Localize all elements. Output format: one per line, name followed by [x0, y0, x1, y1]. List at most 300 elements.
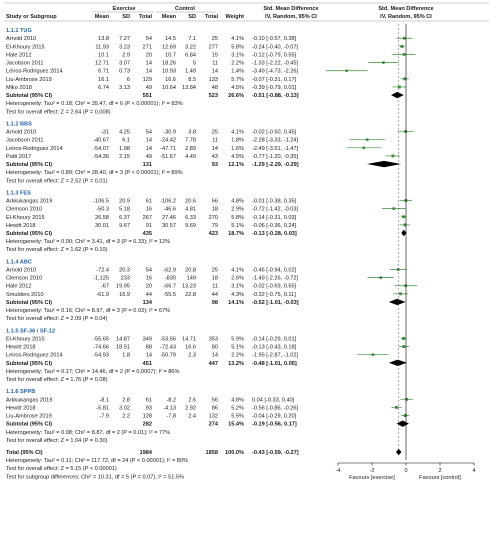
study-point-square: [395, 406, 398, 409]
study-weight: 5.8%: [231, 214, 244, 221]
subtotal-label: Subtotal (95% CI): [6, 299, 52, 306]
study-control-mean: -55.5: [163, 291, 176, 298]
study-weight: 5.7%: [231, 76, 244, 83]
subgroup-heterogeneity: Heterogeneity: Tau² = 0.00; Chi² = 3.41, df = 3 (P = 0.33); I² = 12%: [6, 239, 171, 246]
study-ci: -0.14 [-0.31, 0.03]: [252, 214, 297, 221]
study-point-square: [397, 268, 400, 271]
header-control: Control: [175, 6, 195, 12]
study-point-square: [403, 53, 406, 56]
subtotal-control-total: 447: [208, 360, 218, 367]
total-weight: 100.0%: [225, 450, 244, 456]
header-study: Study or Subgroup: [6, 14, 57, 20]
study-ci: -0.12 [-0.79, 0.55]: [252, 52, 297, 59]
study-point-square: [402, 337, 405, 340]
study-exercise-total: 14: [145, 68, 152, 75]
study-exercise-sd: 2.15: [119, 153, 130, 160]
study-control-sd: 13.84: [182, 84, 196, 91]
study-ci: -0.04 [-0.29, 0.20]: [252, 413, 297, 420]
subtotal-control-total: 423: [208, 231, 218, 237]
study-control-sd: 16.6: [185, 344, 196, 351]
study-control-total: 11: [212, 283, 218, 290]
study-exercise-total: 61: [145, 198, 152, 205]
study-exercise-total: 16: [145, 275, 152, 282]
subtotal-weight: 12.1%: [228, 162, 244, 169]
header-e-total: Total: [139, 14, 152, 20]
study-control-mean: 18.26: [162, 60, 176, 67]
study-control-mean: -106.2: [160, 198, 176, 205]
study-exercise-total: 49: [145, 84, 152, 91]
study-exercise-sd: 4.25: [119, 129, 130, 136]
study-control-mean: -51.67: [160, 153, 176, 160]
subtotal-ci: -0.52 [-1.01, -0.03]: [252, 299, 299, 306]
study-ci: -0.77 [-1.20, -0.35]: [252, 153, 299, 160]
study-ci: -0.46 [-0.94, 0.02]: [252, 267, 297, 274]
study-weight: 2.2%: [231, 60, 244, 67]
subtotal-weight: 26.6%: [228, 93, 244, 100]
study-weight: 4.1%: [231, 36, 244, 43]
study-name: Liu-Ambrose 2019: [6, 76, 52, 83]
study-weight: 5.9%: [231, 336, 244, 343]
study-weight: 4.3%: [231, 291, 244, 298]
study-control-total: 11: [212, 137, 218, 144]
study-exercise-mean: 26.58: [95, 214, 109, 221]
header-exercise: Exercise: [112, 6, 136, 12]
study-weight: 1.6%: [231, 145, 244, 152]
subgroup-differences-test: Test for subgroup differences: Chi² = 10.31, df = 5 (P = 0.07), I² = 51.5%: [6, 474, 184, 481]
subgroup-heterogeneity: Heterogeneity: Tau² = 0.18; Chi² = 35.47, df = 6 (P < 0.00001); I² = 83%: [6, 101, 183, 108]
study-exercise-total: 129: [142, 76, 152, 83]
subtotal-exercise-total: 131: [142, 162, 152, 169]
study-weight: 5.2%: [231, 405, 244, 412]
study-exercise-total: 16: [145, 206, 152, 213]
study-point-square: [366, 138, 368, 140]
study-weight: 1.4%: [231, 68, 244, 75]
forest-rows: [6, 28, 417, 480]
study-name: Hewitt 2018: [6, 222, 36, 229]
study-name: Arkkukangas 2019: [6, 198, 53, 205]
study-name: Hewitt 2018: [6, 405, 36, 412]
study-name: Hale 2012: [6, 52, 32, 59]
study-control-mean: -72.43: [160, 344, 176, 351]
study-exercise-mean: -50.3: [96, 206, 109, 213]
study-exercise-mean: -55.65: [93, 336, 109, 343]
study-control-total: 270: [208, 214, 218, 221]
study-weight: 1.8%: [231, 137, 244, 144]
study-exercise-total: 54: [145, 36, 152, 43]
study-weight: 5.8%: [231, 44, 244, 51]
study-exercise-sd: 18.51: [116, 344, 130, 351]
subtotal-label: Subtotal (95% CI): [6, 93, 52, 100]
study-control-sd: 149: [186, 275, 196, 282]
study-exercise-sd: 3.23: [119, 44, 130, 51]
study-exercise-mean: -106.5: [93, 198, 109, 205]
subtotal-ci: -0.13 [-0.28, 0.03]: [252, 231, 297, 237]
study-control-mean: 12.69: [162, 44, 176, 51]
study-control-total: 86: [211, 405, 218, 412]
study-exercise-sd: 2.8: [122, 397, 130, 404]
study-exercise-sd: 19.95: [116, 283, 130, 290]
study-exercise-total: 44: [145, 291, 152, 298]
study-exercise-sd: 233: [120, 275, 130, 282]
study-control-total: 25: [211, 129, 218, 136]
study-weight: 4.8%: [231, 198, 244, 205]
study-control-sd: 6.84: [185, 52, 196, 59]
subtotal-diamond: [367, 161, 401, 167]
study-ci: -3.49 [-4.73, -2.26]: [252, 68, 299, 75]
subtotal-label: Subtotal (95% CI): [6, 162, 52, 169]
study-exercise-sd: 3.07: [119, 60, 130, 67]
study-point-square: [392, 207, 395, 210]
study-control-total: 15: [211, 52, 218, 59]
subgroup-overall-test: Test for overall effect: Z = 2.64 (P = 0.008): [6, 109, 111, 116]
header-e-sd: SD: [122, 14, 130, 20]
study-control-sd: 4.81: [185, 206, 196, 213]
subgroup-heterogeneity: Heterogeneity: Tau² = 0.17; Chi² = 14.46, df = 2 (P = 0.0007); I² = 86%: [6, 368, 180, 375]
subgroup-heterogeneity: Heterogeneity: Tau² = 0.08; Chi² = 8.87, df = 2 (P = 0.01); I² = 77%: [6, 429, 171, 436]
study-control-sd: 14.71: [182, 336, 196, 343]
subgroup-overall-test: Test for overall effect: Z = 1.76 (P = 0.08): [6, 377, 108, 384]
study-ci: -0.07 [-0.31, 0.17]: [252, 76, 297, 83]
study-control-sd: 3.22: [185, 44, 196, 51]
study-name: Arnold 2010: [6, 267, 37, 274]
subtotal-diamond: [389, 360, 407, 366]
subtotal-label: Subtotal (95% CI): [6, 231, 52, 237]
study-weight: 2.2%: [231, 352, 244, 359]
study-exercise-sd: 1.8: [122, 352, 130, 359]
study-name: Liu-Ambrose 2019: [6, 413, 52, 420]
study-exercise-mean: 13.8: [98, 36, 109, 43]
study-weight: 4.1%: [231, 129, 244, 136]
study-exercise-total: 349: [142, 336, 152, 343]
study-control-sd: 22.8: [185, 291, 196, 298]
study-exercise-sd: 6.37: [119, 214, 130, 221]
subtotal-exercise-total: 282: [142, 421, 152, 428]
study-control-mean: 16.6: [165, 76, 176, 83]
header-e-mean: Mean: [94, 14, 109, 20]
subtotal-exercise-total: 435: [142, 231, 152, 237]
study-control-mean: 14.5: [165, 36, 176, 43]
study-exercise-sd: 6: [126, 76, 130, 83]
subtotal-exercise-total: 134: [142, 299, 152, 306]
study-exercise-total: 49: [145, 153, 152, 160]
subgroup-heterogeneity: Heterogeneity: Tau² = 0.89; Chi² = 28.40, df = 3 (P < 0.00001); I² = 89%: [6, 170, 183, 177]
study-name: Miko 2018: [6, 84, 32, 91]
subgroup-title: 1.1.6 SPPB: [6, 389, 36, 396]
study-control-mean: 10.64: [162, 84, 176, 91]
study-point-square: [345, 70, 347, 72]
study-control-sd: 2.4: [188, 413, 196, 420]
study-exercise-mean: -67: [100, 283, 109, 290]
study-exercise-mean: 12.71: [95, 60, 109, 67]
subgroup-title: 1.1.5 SF-36 / SF-12: [6, 328, 56, 335]
study-control-total: 18: [211, 206, 218, 213]
study-control-sd: 7.78: [185, 137, 196, 144]
study-exercise-total: 93: [145, 405, 152, 412]
study-control-sd: 1.49: [185, 68, 196, 75]
study-ci: 0.04 [-0.33, 0.40]: [252, 397, 295, 404]
study-exercise-total: 128: [142, 413, 152, 420]
study-control-total: 14: [211, 68, 218, 75]
study-ci: -0.10 [-0.57, 0.38]: [252, 36, 297, 43]
study-exercise-mean: -54.07: [93, 145, 109, 152]
study-ci: -0.01 [-0.38, 0.35]: [252, 198, 297, 205]
study-control-mean: -50.79: [160, 352, 176, 359]
study-exercise-mean: 11.93: [95, 44, 109, 51]
study-point-square: [398, 86, 401, 89]
study-exercise-sd: 2.2: [122, 413, 130, 420]
study-exercise-mean: 6.71: [98, 68, 109, 75]
study-name: Hale 2012: [6, 283, 32, 290]
study-point-square: [379, 276, 382, 279]
subtotal-diamond: [389, 299, 406, 305]
study-control-mean: -4.13: [163, 405, 176, 412]
study-name: Smulders 2010: [6, 291, 44, 298]
study-control-mean: -66.7: [163, 283, 176, 290]
study-control-total: 18: [211, 275, 218, 282]
study-control-total: 14: [211, 145, 218, 152]
study-exercise-mean: -31: [100, 129, 109, 136]
study-weight: 3.1%: [231, 52, 244, 59]
study-exercise-total: 14: [145, 352, 152, 359]
study-control-sd: 5: [192, 60, 196, 67]
study-point-square: [402, 215, 405, 218]
study-exercise-total: 20: [145, 52, 152, 59]
study-control-total: 353: [208, 336, 218, 343]
study-exercise-total: 20: [145, 283, 152, 290]
study-control-mean: -24.42: [160, 137, 176, 144]
study-control-total: 80: [211, 344, 218, 351]
subgroup-heterogeneity: Heterogeneity: Tau² = 0.16; Chi² = 8.97, df = 3 (P = 0.03); I² = 67%: [6, 308, 171, 315]
subtotal-exercise-total: 451: [142, 360, 152, 367]
study-point-square: [382, 61, 385, 64]
study-exercise-sd: 1.98: [119, 145, 130, 152]
header-c-mean: Mean: [161, 14, 176, 20]
study-exercise-total: 14: [145, 137, 152, 144]
study-control-total: 25: [211, 36, 218, 43]
study-control-total: 43: [211, 153, 218, 160]
study-control-sd: 20.8: [185, 267, 196, 274]
subtotal-control-total: 523: [208, 93, 218, 100]
study-exercise-sd: 6.1: [122, 137, 130, 144]
header-c-sd: SD: [188, 14, 196, 20]
study-exercise-total: 91: [145, 222, 152, 229]
study-exercise-total: 267: [142, 214, 152, 221]
study-ci: -1.95 [-2.87, -1.02]: [252, 352, 299, 359]
study-ci: -0.72 [-1.42, -0.03]: [252, 206, 299, 213]
subgroup-title: 1.1.3 FES: [6, 190, 31, 197]
subgroup-overall-test: Test for overall effect: Z = 1.04 (P = 0.30): [6, 437, 108, 444]
subtotal-label: Subtotal (95% CI): [6, 421, 52, 428]
study-exercise-sd: 5.18: [119, 206, 130, 213]
study-point-square: [404, 414, 407, 417]
total-exercise-total: 1984: [139, 450, 152, 456]
study-ci: -2.28 [-3.33, -1.24]: [252, 137, 299, 144]
study-point-square: [362, 147, 364, 149]
study-control-mean: -47.71: [160, 145, 176, 152]
study-point-square: [400, 45, 403, 48]
subgroup-overall-test: Test for overall effect: Z = 2.52 (P = 0.01): [6, 178, 108, 185]
x-tick-label: 4: [472, 468, 476, 474]
study-exercise-sd: 9.67: [119, 222, 130, 229]
study-control-total: 277: [208, 44, 218, 51]
study-exercise-mean: -1,125: [93, 275, 109, 282]
study-control-mean: -30.9: [163, 129, 176, 136]
subtotal-control-total: 98: [211, 299, 218, 306]
study-control-mean: 27.46: [162, 214, 176, 221]
study-exercise-mean: 16.1: [98, 76, 109, 83]
subgroup-title: 1.1.4 ABC: [6, 259, 32, 266]
study-exercise-total: 271: [142, 44, 152, 51]
study-control-total: 133: [208, 76, 218, 83]
study-control-mean: 10.7: [165, 52, 176, 59]
study-name: Clemson 2010: [6, 275, 43, 282]
study-name: Hewitt 2018: [6, 344, 36, 351]
subgroup-overall-test: Test for overall effect: Z = 1.62 (P = 0.10): [6, 247, 108, 254]
study-ci: -0.02 [-0.50, 0.45]: [252, 129, 297, 136]
study-exercise-total: 88: [145, 344, 152, 351]
study-weight: 2.6%: [231, 275, 244, 282]
study-ci: -1.49 [-2.26, -0.72]: [252, 275, 299, 282]
header-c-total: Total: [205, 14, 218, 20]
study-exercise-mean: 6.74: [98, 84, 109, 91]
subgroup-title: 1.1.1 TUG: [6, 28, 32, 35]
study-control-sd: 9.69: [185, 222, 196, 229]
study-exercise-mean: -72.4: [96, 267, 109, 274]
study-point-square: [404, 284, 407, 287]
study-exercise-total: 14: [145, 145, 152, 152]
study-name: Jacobson 2011: [6, 137, 44, 144]
header-plot-method: IV, Random, 95% CI: [380, 14, 432, 20]
study-exercise-mean: -54.93: [93, 352, 109, 359]
subtotal-diamond: [396, 420, 408, 426]
forest-axis: [336, 24, 476, 481]
study-exercise-sd: 14.87: [116, 336, 130, 343]
study-weight: 3.1%: [231, 283, 244, 290]
study-control-total: 56: [211, 198, 218, 205]
study-control-total: 132: [208, 413, 218, 420]
study-ci: -0.32 [-0.75, 0.11]: [252, 291, 296, 298]
study-weight: 5.1%: [231, 222, 244, 229]
study-control-mean: -46.6: [163, 206, 176, 213]
study-ci: -0.39 [-0.79, 0.01]: [252, 84, 297, 91]
study-exercise-mean: 10.1: [98, 52, 109, 59]
header-plot-smd: Std. Mean Difference: [378, 6, 434, 12]
study-control-total: 79: [211, 222, 218, 229]
total-control-total: 1858: [205, 450, 218, 456]
study-control-sd: 2.89: [185, 145, 196, 152]
total-overall-test: Test for overall effect: Z = 5.15 (P < 0.00001): [6, 466, 117, 473]
study-name: El-Khoury 2015: [6, 336, 45, 343]
study-name: Arkkukangas 2019: [6, 397, 53, 404]
study-weight: 5.1%: [231, 344, 244, 351]
header-weight: Weight: [225, 14, 244, 20]
subtotal-exercise-total: 551: [142, 93, 152, 100]
study-control-sd: 8.5: [188, 76, 196, 83]
study-weight: 4.8%: [231, 397, 244, 404]
study-name: El-Khoury 2015: [6, 44, 45, 51]
study-control-total: 11: [212, 60, 218, 67]
total-ci: -0.43 [-0.59, -0.27]: [252, 450, 299, 456]
study-control-total: 25: [211, 267, 218, 274]
x-tick-label: 2: [438, 468, 442, 474]
study-ci: -1.33 [-2.22, -0.45]: [252, 60, 299, 67]
study-name: Patti 2017: [6, 153, 32, 160]
subtotal-control-total: 93: [211, 162, 218, 169]
study-name: Arnold 2010: [6, 36, 37, 43]
study-ci: -0.24 [-0.40, -0.07]: [252, 44, 299, 51]
header-smd: Std. Mean Difference: [263, 6, 319, 12]
x-tick-label: 0: [404, 468, 408, 474]
subtotal-ci: -0.19 [-0.56, 0.17]: [252, 421, 297, 428]
study-point-square: [372, 353, 375, 356]
study-exercise-total: 54: [145, 129, 152, 136]
study-control-sd: 3.8: [188, 129, 196, 136]
study-exercise-sd: 0.73: [119, 68, 130, 75]
study-control-sd: 2.6: [188, 397, 196, 404]
study-control-sd: 13.23: [182, 283, 196, 290]
study-ci: -0.13 [-0.43, 0.18]: [252, 344, 297, 351]
study-name: El-Khoury 2015: [6, 214, 45, 221]
subtotal-weight: 15.4%: [228, 421, 244, 428]
study-point-square: [392, 155, 395, 158]
study-weight: 4.1%: [231, 267, 244, 274]
x-tick-label: -4: [335, 468, 341, 474]
study-name: Leiros-Rodriguez 2014: [6, 145, 63, 152]
study-exercise-sd: 16.9: [119, 291, 130, 298]
total-label: Total (95% CI): [6, 450, 43, 456]
study-exercise-mean: -8.1: [99, 397, 109, 404]
subtotal-ci: -0.48 [-1.01, 0.05]: [252, 360, 297, 367]
study-control-sd: 4.49: [185, 153, 196, 160]
study-control-total: 48: [211, 84, 218, 91]
study-control-mean: -62.9: [163, 267, 176, 274]
study-exercise-mean: 30.01: [95, 222, 109, 229]
study-point-square: [403, 37, 406, 40]
study-ci: -0.02 [-0.69, 0.65]: [252, 283, 297, 290]
study-control-sd: 20.6: [185, 198, 196, 205]
study-exercise-sd: 7.27: [119, 36, 130, 43]
study-exercise-sd: 2.9: [122, 52, 130, 59]
study-exercise-total: 54: [145, 267, 152, 274]
study-name: Clemson 2010: [6, 206, 43, 213]
study-exercise-mean: -40.67: [93, 137, 109, 144]
header-method: IV, Random, 95% CI: [265, 14, 317, 20]
study-name: Leiros-Rodriguez 2014: [6, 68, 63, 75]
subgroup-title: 1.1.2 BBS: [6, 121, 32, 128]
study-exercise-mean: -74.66: [93, 344, 109, 351]
study-control-sd: 7.1: [188, 36, 196, 43]
study-name: Jacobson 2011: [6, 60, 44, 67]
study-control-sd: 2.3: [188, 352, 196, 359]
favours-control-label: Favours [control]: [419, 475, 461, 481]
favours-exercise-label: Favours [exercise]: [349, 475, 395, 481]
study-control-mean: -8.2: [166, 397, 176, 404]
study-point-square: [402, 345, 405, 348]
study-ci: -0.56 [-0.86, -0.26]: [252, 405, 299, 412]
subtotal-ci: -0.51 [-0.88, -0.13]: [252, 93, 299, 100]
study-exercise-mean: -54.36: [93, 153, 109, 160]
study-ci: -2.49 [-3.51, -1.47]: [252, 145, 299, 152]
subtotal-diamond: [391, 92, 404, 98]
study-point-square: [399, 292, 402, 295]
study-control-mean: -7.8: [166, 413, 176, 420]
study-control-mean: -53.56: [160, 336, 176, 343]
study-exercise-mean: -61.9: [96, 291, 109, 298]
total-heterogeneity: Heterogeneity: Tau² = 0.11; Chi² = 117.72, df = 24 (P < 0.00001); I² = 80%: [6, 458, 188, 465]
study-exercise-total: 14: [145, 60, 152, 67]
study-exercise-sd: 20.3: [119, 267, 130, 274]
study-control-total: 56: [211, 397, 218, 404]
